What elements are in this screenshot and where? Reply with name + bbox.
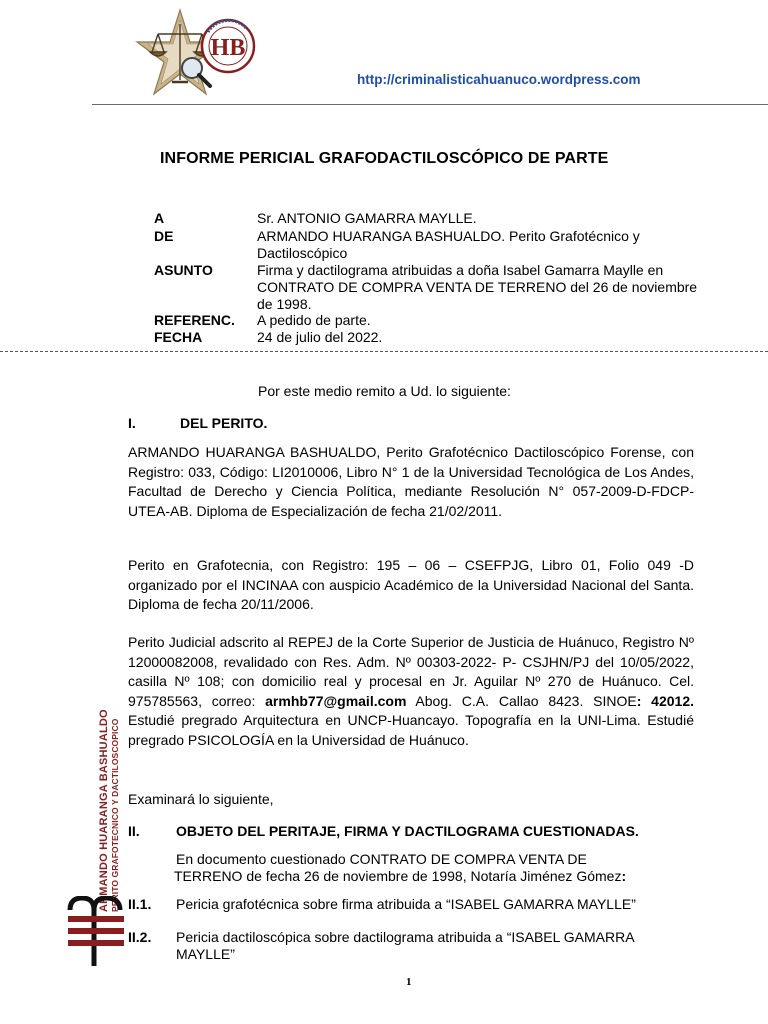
- item-2-2-text: Pericia dactiloscópica sobre dactilograma atribuida a “ISABEL GAMARRA MAYLLE”: [176, 929, 634, 962]
- website-link[interactable]: http://criminalisticahuanuco.wordpress.com: [357, 72, 641, 87]
- header-divider: [92, 104, 768, 105]
- meta-label-subject: ASUNTO: [154, 262, 213, 278]
- examine-line: Examinará lo siguiente,: [128, 791, 274, 807]
- meta-value-from: ARMANDO HUARANGA BASHUALDO. Perito Grafotécnico y Dactiloscópico: [257, 228, 640, 261]
- meta-label-date: FECHA: [154, 329, 203, 345]
- expert-paragraph-2: Perito en Grafotecnia, con Registro: 195 – 06 – CSEFPJG, Libro 01, Folio 049 -D organizado por el INCINAA con auspicio Académico de la Universidad Nacional del Santa. Diploma de fecha 20/11/2006.: [128, 557, 694, 612]
- expert-paragraph-1: ARMANDO HUARANGA BASHUALDO, Perito Grafotécnico Dactiloscópico Forense, con Registro: 033, Código: LI2010006, Libro N° 1 de la Universidad Tecnológica de Los Andes, Facultad de Derecho y Ciencia Política, mediante Resolución N° 057-2009-D-FDCP-UTEA-AB. Diploma de Especialización de fecha 21/02/2011.: [128, 444, 694, 519]
- meta-value-reference: A pedido de parte.: [257, 312, 371, 328]
- sidebar-role: PERITO GRAFOTECNICO Y DACTILOSCOPICO: [110, 718, 120, 912]
- education-text: Estudié pregrado Arquitectura en UNCP-Huancayo. Topografía en la UNI-Lima. Estudié pregrado PSICOLOGÍA en la Universidad de Huánuco.: [128, 712, 694, 748]
- section-1-title: DEL PERITO.: [180, 415, 268, 431]
- svg-text:HB: HB: [210, 35, 246, 61]
- item-2-1-number: II.1.: [128, 896, 152, 912]
- sidebar-branding: [98, 709, 120, 912]
- section-2-number: II.: [128, 823, 140, 839]
- bar-registration-text: Abog. C.A. Callao 8423. SINOE: [406, 692, 637, 709]
- expert-contact-text: Perito Judicial adscrito al REPEJ de la Corte Superior de Justicia de Huánuco, Registro Nº 12000082008, revalidado con Res. Adm. Nº 00303-2022- P- CSJHN/PJ del 10/05/2022, casilla Nº 108; con domicilio real y procesal en Jr. Aguilar Nº 270 de Huánuco. Cel. 975785563, correo:: [128, 634, 694, 709]
- intro-text: Por este medio remito a Ud. lo siguiente:: [258, 383, 511, 399]
- meta-label-to: A: [154, 210, 165, 226]
- email-link[interactable]: armhb77@gmail.com: [265, 692, 407, 709]
- item-2-2-number: II.2.: [128, 929, 152, 945]
- questioned-doc-line-1: En documento cuestionado CONTRATO DE COMPRA VENTA DE: [176, 851, 587, 867]
- sidebar-name: ARMANDO HUARANGA BASHUALDO: [98, 709, 110, 912]
- expert-paragraph-3: [128, 633, 694, 750]
- hb-monogram-icon: [62, 896, 128, 968]
- section-1-number: I.: [128, 415, 136, 431]
- questioned-doc-line-2: TERRENO de fecha 26 de noviembre de 1998, Notaría Jiménez Gómez:: [174, 868, 627, 884]
- meta-value-subject: Firma y dactilograma atribuidas a doña Isabel Gamarra Maylle en CONTRATO DE COMPRA VENTA DE TERRENO del 26 de noviembre de 1998.: [257, 262, 698, 312]
- meta-label-from: DE: [154, 228, 174, 244]
- item-2-1-text: Pericia grafotécnica sobre firma atribuida a “ISABEL GAMARRA MAYLLE”: [176, 896, 636, 912]
- hb-seal-icon: [202, 20, 254, 72]
- meta-value-to: Sr. ANTONIO GAMARRA MAYLLE.: [257, 210, 477, 226]
- criminalistica-logo: [128, 6, 260, 106]
- sinoe-number: : 42012.: [636, 692, 694, 709]
- page-number: 1: [406, 976, 412, 988]
- meta-label-reference: REFERENC.: [154, 312, 235, 328]
- section-2-title: OBJETO DEL PERITAJE, FIRMA Y DACTILOGRAMA CUESTIONADAS.: [176, 823, 639, 839]
- meta-value-date: 24 de julio del 2022.: [257, 329, 383, 345]
- document-title: INFORME PERICIAL GRAFODACTILOSCÓPICO DE PARTE: [160, 150, 609, 167]
- dashed-separator: [0, 351, 768, 352]
